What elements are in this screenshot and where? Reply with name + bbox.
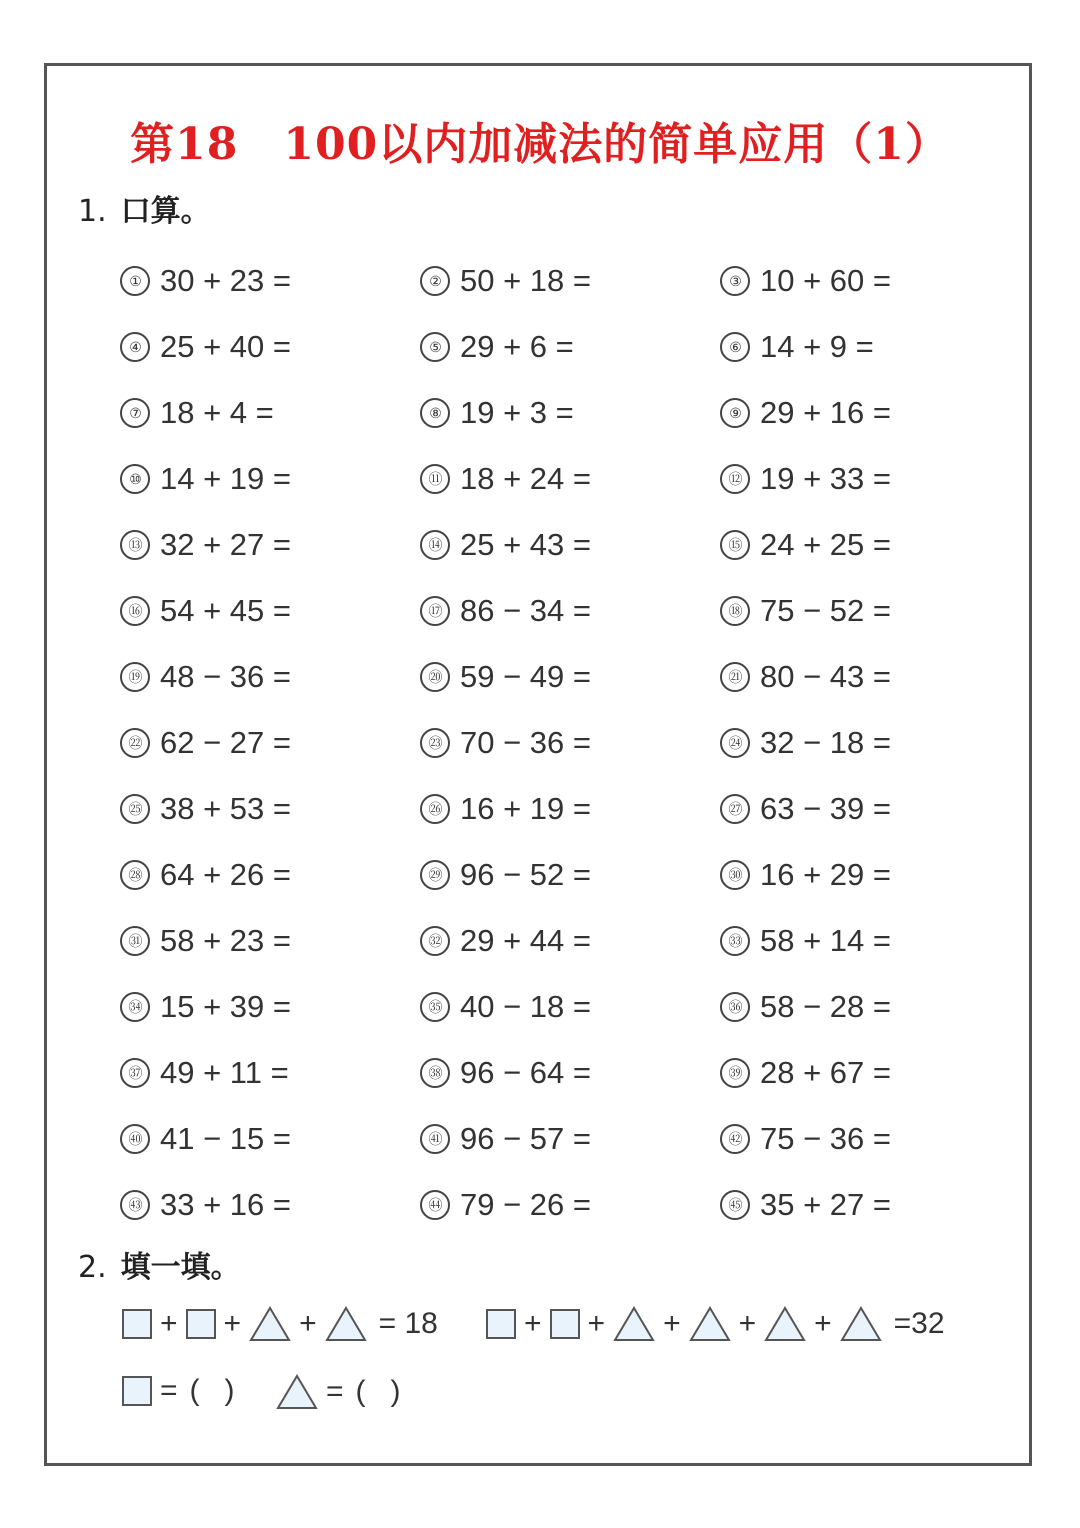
problem-item	[720, 1172, 1020, 1238]
problem-expression[interactable]: 18 + 4 =	[160, 395, 274, 430]
problem-item	[420, 908, 720, 974]
problem-number: ⑳	[420, 662, 450, 692]
problem-expression[interactable]: 19 + 33 =	[760, 461, 892, 496]
problem-expression[interactable]: 14 + 19 =	[160, 461, 292, 496]
problem-expression[interactable]: 24 + 25 =	[760, 527, 892, 562]
problem-row	[120, 710, 1020, 776]
problem-expression[interactable]: 79 − 26 =	[460, 1187, 592, 1222]
problem-row	[120, 380, 1020, 446]
problem-expression[interactable]: 80 − 43 =	[760, 659, 892, 694]
problem-item	[120, 776, 420, 842]
plus-sign: +	[223, 1307, 242, 1340]
problem-expression[interactable]: 32 + 27 =	[160, 527, 292, 562]
problem-number: ㊷	[720, 1124, 750, 1154]
plus-sign: +	[524, 1307, 542, 1340]
problem-row	[120, 314, 1020, 380]
plus-sign: +	[663, 1307, 681, 1340]
problem-number: ㉚	[720, 860, 750, 890]
problem-item	[720, 842, 1020, 908]
problem-row	[120, 1172, 1020, 1238]
problem-item	[420, 248, 720, 314]
problem-expression[interactable]: 75 − 36 =	[760, 1121, 892, 1156]
problem-number: ㉕	[120, 794, 150, 824]
plus-sign: +	[587, 1307, 606, 1340]
problem-number: ㉜	[420, 926, 450, 956]
problem-item	[420, 644, 720, 710]
problem-row	[120, 446, 1020, 512]
problem-number: ㊸	[120, 1190, 150, 1220]
problem-item	[420, 842, 720, 908]
problem-item	[120, 842, 420, 908]
problem-number: ①	[120, 266, 150, 296]
problem-item	[120, 512, 420, 578]
fill-equation-1	[118, 1306, 442, 1342]
problem-number: ⑰	[420, 596, 450, 626]
problem-expression[interactable]: 62 − 27 =	[160, 725, 292, 760]
problem-number: ⑧	[420, 398, 450, 428]
problem-row	[120, 842, 1020, 908]
problem-item	[420, 1040, 720, 1106]
problem-number: ⑥	[720, 332, 750, 362]
problem-number: ㊵	[120, 1124, 150, 1154]
problem-item	[420, 446, 720, 512]
problem-number: ㉙	[420, 860, 450, 890]
square-shape	[122, 1376, 152, 1406]
problem-expression[interactable]: 58 + 14 =	[760, 923, 892, 958]
section-1-number: 1.	[78, 194, 107, 229]
page-title: 第18 100以内加减法的简单应用（1）	[130, 119, 950, 170]
problem-item	[720, 1040, 1020, 1106]
problem-expression[interactable]: 18 + 24 =	[460, 461, 592, 496]
problem-expression[interactable]: 29 + 16 =	[760, 395, 892, 430]
problem-item	[420, 314, 720, 380]
problem-item	[420, 1172, 720, 1238]
problem-expression[interactable]: 14 + 9 =	[760, 329, 874, 364]
problem-item	[720, 512, 1020, 578]
section-2-label: 填一填。	[120, 1250, 241, 1285]
problem-expression[interactable]: 59 − 49 =	[460, 659, 592, 694]
problem-item	[720, 644, 1020, 710]
problem-row	[120, 578, 1020, 644]
problem-expression[interactable]: 15 + 39 =	[160, 989, 292, 1024]
problem-number: ⑤	[420, 332, 450, 362]
triangle-shape	[276, 1374, 318, 1410]
problem-item	[720, 380, 1020, 446]
problem-item	[420, 578, 720, 644]
problem-item	[420, 974, 720, 1040]
problem-expression[interactable]: 40 − 18 =	[460, 989, 592, 1024]
problem-expression[interactable]: 19 + 3 =	[460, 395, 574, 430]
problem-row	[120, 1106, 1020, 1172]
problem-item	[720, 776, 1020, 842]
problem-number: ㊳	[420, 1058, 450, 1088]
problem-item	[120, 380, 420, 446]
problem-expression[interactable]: 10 + 60 =	[760, 263, 892, 298]
problem-number: ㉟	[420, 992, 450, 1022]
problem-expression[interactable]: 96 − 57 =	[460, 1121, 592, 1156]
problem-number: ⑦	[120, 398, 150, 428]
triangle-shape	[689, 1306, 731, 1342]
problem-number: ⑯	[120, 596, 150, 626]
problem-row	[120, 512, 1020, 578]
section-2-number: 2.	[78, 1250, 107, 1285]
problem-item	[720, 446, 1020, 512]
problem-item	[120, 1040, 420, 1106]
fill-equation-2	[482, 1306, 949, 1342]
problem-number: ㉑	[720, 662, 750, 692]
problem-number: ⑱	[720, 596, 750, 626]
problem-item	[120, 446, 420, 512]
problem-number: ㉗	[720, 794, 750, 824]
triangle-answer-blank[interactable]: ( )	[355, 1375, 401, 1408]
problem-item	[720, 314, 1020, 380]
problem-item	[120, 908, 420, 974]
problem-expression[interactable]: 86 − 34 =	[460, 593, 592, 628]
square-shape	[186, 1309, 216, 1339]
problem-expression[interactable]: 58 + 23 =	[160, 923, 292, 958]
equation-2-result: =32	[893, 1307, 945, 1340]
problem-item	[420, 710, 720, 776]
plus-sign: +	[738, 1307, 757, 1340]
problem-number: ⑮	[720, 530, 750, 560]
problem-number: ㉛	[120, 926, 150, 956]
answer-square	[118, 1374, 235, 1408]
problem-expression[interactable]: 96 − 64 =	[460, 1055, 592, 1090]
problem-expression[interactable]: 58 − 28 =	[760, 989, 892, 1024]
problem-number: ⑬	[120, 530, 150, 560]
problem-number: ⑨	[720, 398, 750, 428]
problem-item	[120, 248, 420, 314]
problem-expression[interactable]: 32 − 18 =	[760, 725, 892, 760]
problem-row	[120, 644, 1020, 710]
problem-expression[interactable]: 16 + 29 =	[760, 857, 892, 892]
problem-item	[120, 710, 420, 776]
plus-sign: +	[299, 1307, 317, 1340]
section-1-label: 口算。	[120, 194, 211, 229]
problem-number: ⑩	[120, 464, 150, 494]
problem-expression[interactable]: 96 − 52 =	[460, 857, 592, 892]
problem-item	[420, 380, 720, 446]
square-shape	[122, 1309, 152, 1339]
problem-expression[interactable]: 75 − 52 =	[760, 593, 892, 628]
equation-1-result: = 18	[378, 1307, 438, 1340]
problem-number: ㊲	[120, 1058, 150, 1088]
problem-item	[720, 974, 1020, 1040]
triangle-shape	[613, 1306, 655, 1342]
problem-expression[interactable]: 48 − 36 =	[160, 659, 292, 694]
problem-expression[interactable]: 30 + 23 =	[160, 263, 292, 298]
problem-grid	[120, 248, 1020, 1238]
square-answer-blank[interactable]: ( )	[189, 1374, 235, 1407]
triangle-shape	[325, 1306, 367, 1342]
problem-expression[interactable]: 29 + 44 =	[460, 923, 592, 958]
problem-number: ㉘	[120, 860, 150, 890]
problem-item	[720, 578, 1020, 644]
problem-expression[interactable]: 41 − 15 =	[160, 1121, 292, 1156]
problem-number: ㉓	[420, 728, 450, 758]
problem-number: ④	[120, 332, 150, 362]
problem-expression[interactable]: 25 + 43 =	[460, 527, 592, 562]
plus-sign: +	[814, 1307, 832, 1340]
problem-number: ㊹	[420, 1190, 450, 1220]
problem-number: ⑲	[120, 662, 150, 692]
problem-item	[420, 512, 720, 578]
problem-expression[interactable]: 49 + 11 =	[160, 1055, 289, 1090]
problem-item	[120, 1106, 420, 1172]
problem-row	[120, 974, 1020, 1040]
problem-expression[interactable]: 29 + 6 =	[460, 329, 574, 364]
problem-expression[interactable]: 64 + 26 =	[160, 857, 292, 892]
problem-item	[720, 710, 1020, 776]
problem-number: ③	[720, 266, 750, 296]
problem-expression[interactable]: 28 + 67 =	[760, 1055, 892, 1090]
problem-item	[120, 578, 420, 644]
problem-number: ②	[420, 266, 450, 296]
problem-number: ㉝	[720, 926, 750, 956]
problem-number: ㉒	[120, 728, 150, 758]
answer-triangle	[272, 1374, 401, 1410]
problem-item	[720, 248, 1020, 314]
problem-item	[120, 644, 420, 710]
problem-number: ㉔	[720, 728, 750, 758]
problem-number: ㉖	[420, 794, 450, 824]
square-shape	[550, 1309, 580, 1339]
problem-expression[interactable]: 33 + 16 =	[160, 1187, 292, 1222]
problem-expression[interactable]: 25 + 40 =	[160, 329, 292, 364]
problem-expression[interactable]: 70 − 36 =	[460, 725, 592, 760]
problem-row	[120, 908, 1020, 974]
problem-expression[interactable]: 63 − 39 =	[760, 791, 892, 826]
problem-expression[interactable]: 54 + 45 =	[160, 593, 292, 628]
triangle-shape	[840, 1306, 882, 1342]
problem-expression[interactable]: 35 + 27 =	[760, 1187, 892, 1222]
problem-number: ㊺	[720, 1190, 750, 1220]
problem-number: ㉞	[120, 992, 150, 1022]
problem-number: ⑪	[420, 464, 450, 494]
equals-sign: =	[326, 1375, 344, 1408]
problem-item	[120, 314, 420, 380]
problem-number: ⑫	[720, 464, 750, 494]
problem-expression[interactable]: 38 + 53 =	[160, 791, 292, 826]
problem-number: ㊱	[720, 992, 750, 1022]
triangle-shape	[764, 1306, 806, 1342]
problem-row	[120, 776, 1020, 842]
problem-expression[interactable]: 50 + 18 =	[460, 263, 592, 298]
plus-sign: +	[160, 1307, 178, 1340]
problem-number: ㊴	[720, 1058, 750, 1088]
problem-number: ㊶	[420, 1124, 450, 1154]
problem-item	[420, 1106, 720, 1172]
triangle-shape	[249, 1306, 291, 1342]
problem-item	[720, 1106, 1020, 1172]
square-shape	[486, 1309, 516, 1339]
problem-row	[120, 1040, 1020, 1106]
problem-expression[interactable]: 16 + 19 =	[460, 791, 592, 826]
problem-item	[720, 908, 1020, 974]
equals-sign: =	[160, 1374, 178, 1407]
problem-number: ⑭	[420, 530, 450, 560]
problem-item	[120, 1172, 420, 1238]
problem-row	[120, 248, 1020, 314]
problem-item	[120, 974, 420, 1040]
section-1-heading	[78, 186, 211, 230]
problem-item	[420, 776, 720, 842]
section-2-heading	[78, 1242, 241, 1286]
